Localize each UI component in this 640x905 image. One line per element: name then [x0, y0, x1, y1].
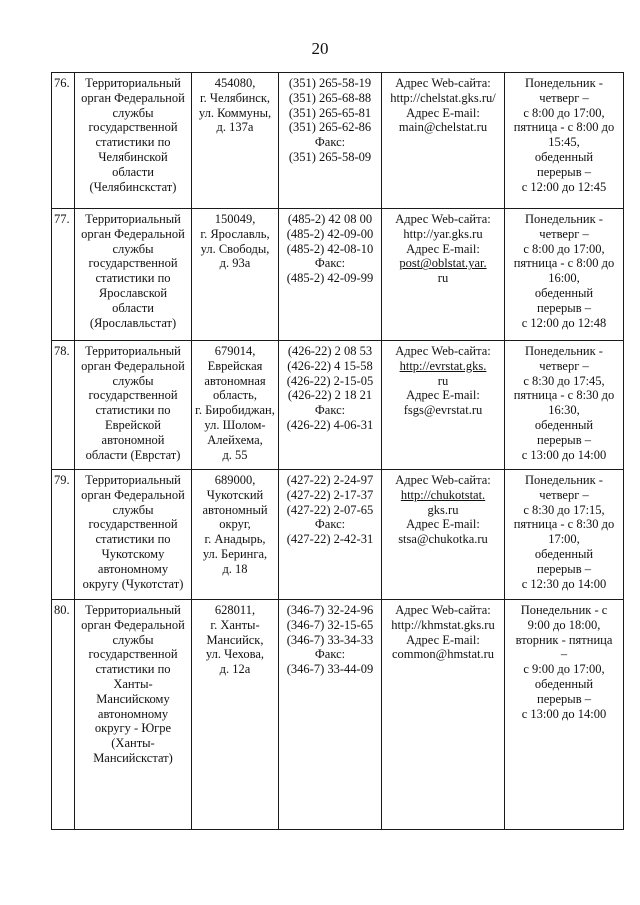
web-contacts-line: http://chelstat.gks.ru/: [390, 90, 496, 105]
web-contacts-line: fsgs@evrstat.ru: [403, 403, 483, 418]
working-hours-line: 17:00,: [548, 532, 580, 547]
org-name-line: государственной: [88, 256, 178, 271]
postal-address-line: автономный: [202, 502, 268, 517]
working-hours-line: обеденный: [534, 417, 594, 432]
web-contacts-line: Адрес E-mail:: [406, 632, 480, 647]
org-name-line: Чукотскому: [101, 546, 165, 561]
phone-numbers-line: (485-2) 42-08-10: [286, 241, 374, 256]
postal-address-cell: [192, 341, 279, 470]
phone-numbers-line: (426-22) 2-15-05: [286, 373, 374, 388]
postal-address-line: 679014,: [214, 344, 256, 358]
postal-address-line: д. 18: [222, 561, 248, 576]
postal-address-line: ул. Чехова,: [205, 647, 265, 662]
working-hours-line: Понедельник -: [525, 473, 603, 487]
working-hours-line: четверг –: [539, 90, 589, 105]
working-hours-line: обеденный: [534, 676, 594, 691]
working-hours-cell: [505, 209, 624, 341]
org-name-line: Мансийскому: [96, 691, 170, 706]
web-contacts-cell: [382, 341, 505, 470]
working-hours-line: пятница - с 8:30 до: [513, 388, 615, 403]
web-contacts-line: stsa@chukotka.ru: [398, 532, 488, 547]
phone-numbers-line: (427-22) 2-07-65: [286, 502, 374, 517]
org-name-line: автономному: [97, 561, 169, 576]
postal-address-line: г. Ханты-: [210, 617, 260, 632]
web-contacts-line: http://chukotstat.: [400, 487, 486, 502]
working-hours-line: –: [560, 647, 568, 662]
phone-numbers-line: (351) 265-68-88: [288, 90, 372, 105]
org-name-line: государственной: [88, 388, 178, 403]
working-hours-line: с 12:30 до 14:00: [521, 576, 607, 591]
postal-address-line: г. Ярославль,: [200, 226, 270, 241]
working-hours-line: пятница - с 8:00 до: [513, 120, 615, 135]
org-name-line: службы: [112, 632, 154, 647]
web-contacts-line: Адрес Web-сайта:: [395, 473, 491, 487]
org-name-line: государственной: [88, 647, 178, 662]
web-contacts-line: Адрес Web-сайта:: [395, 76, 491, 90]
phone-numbers-line: (351) 265-58-09: [288, 149, 372, 164]
table-row: [52, 209, 624, 341]
org-name-line: Еврейской: [105, 417, 161, 432]
postal-address-line: ул. Коммуны,: [198, 105, 272, 120]
web-contacts-line: Адрес E-mail:: [406, 241, 480, 256]
postal-address-line: г. Анадырь,: [204, 532, 266, 547]
working-hours-line: с 9:00 до 17:00,: [523, 662, 605, 677]
postal-address-line: 150049,: [214, 212, 256, 226]
postal-address-line: Чукотский: [206, 487, 264, 502]
org-name-cell: [75, 600, 192, 830]
org-name-line: Территориальный: [85, 76, 181, 90]
web-contacts-line: common@hmstat.ru: [391, 647, 495, 662]
org-name-line: округу (Чукотстат): [82, 576, 184, 591]
postal-address-line: 628011,: [214, 603, 256, 617]
org-name-line: статистики по: [95, 532, 171, 547]
phone-numbers-line: (426-22) 4 15-58: [287, 358, 373, 373]
postal-address-line: ул. Свободы,: [200, 241, 270, 256]
working-hours-line: пятница - с 8:30 до: [513, 517, 615, 532]
table-row: [52, 470, 624, 600]
phone-numbers-line: (485-2) 42-09-00: [286, 226, 374, 241]
phone-numbers-line: (351) 265-65-81: [288, 105, 372, 120]
postal-address-cell: [192, 470, 279, 600]
phone-numbers-cell: [279, 73, 382, 209]
org-name-line: службы: [112, 241, 154, 256]
postal-address-line: Алейхема,: [207, 432, 263, 447]
working-hours-line: Понедельник - с: [520, 603, 608, 617]
table-row: [52, 600, 624, 830]
working-hours-line: четверг –: [539, 358, 589, 373]
table-row: [52, 73, 624, 209]
phone-numbers-cell: [279, 470, 382, 600]
working-hours-line: с 12:00 до 12:45: [521, 179, 607, 194]
phone-numbers-cell: [279, 341, 382, 470]
org-name-line: округу - Югре: [94, 721, 172, 736]
phone-numbers-line: (346-7) 32-15-65: [286, 617, 374, 632]
org-name-line: службы: [112, 105, 154, 120]
working-hours-line: пятница - с 8:00 до: [513, 256, 615, 271]
web-contacts-line: Адрес E-mail:: [406, 105, 480, 120]
web-contacts-line: gks.ru: [427, 502, 459, 517]
org-name-line: области: [112, 164, 154, 179]
working-hours-line: обеденный: [534, 149, 594, 164]
working-hours-line: обеденный: [534, 285, 594, 300]
working-hours-line: обеденный: [534, 546, 594, 561]
org-name-line: статистики по: [95, 135, 171, 150]
org-name-line: статистики по: [95, 271, 171, 286]
org-name-line: Мансийскстат): [93, 750, 173, 765]
web-contacts-line: http://evrstat.gks.: [399, 358, 487, 373]
working-hours-line: перерыв –: [537, 164, 591, 179]
working-hours-line: с 8:00 до 17:00,: [523, 241, 605, 256]
web-contacts-line: http://khmstat.gks.ru: [391, 617, 495, 632]
working-hours-line: 15:45,: [548, 135, 580, 150]
row-number: 80.: [52, 600, 75, 830]
web-contacts-line: ru: [437, 373, 449, 388]
org-name-line: орган Федеральной: [81, 90, 185, 105]
org-name-line: статистики по: [95, 403, 171, 418]
postal-address-line: 689000,: [214, 473, 256, 487]
org-name-line: автономному: [97, 706, 169, 721]
org-name-line: орган Федеральной: [81, 617, 185, 632]
org-name-line: Территориальный: [85, 344, 181, 358]
working-hours-line: перерыв –: [537, 561, 591, 576]
phone-numbers-line: Факс:: [314, 403, 346, 418]
working-hours-line: Понедельник -: [525, 344, 603, 358]
postal-address-line: ул. Шолом-: [204, 417, 266, 432]
working-hours-line: вторник - пятница: [515, 632, 613, 647]
org-name-line: статистики по: [95, 662, 171, 677]
phone-numbers-line: (351) 265-62-86: [288, 120, 372, 135]
table-row: [52, 341, 624, 470]
phone-numbers-cell: [279, 600, 382, 830]
postal-address-cell: [192, 600, 279, 830]
phone-numbers-line: (426-22) 2 18 21: [287, 388, 373, 403]
web-contacts-line: http://yar.gks.ru: [403, 226, 483, 241]
org-name-line: орган Федеральной: [81, 226, 185, 241]
org-name-line: Территориальный: [85, 212, 181, 226]
phone-numbers-line: (427-22) 2-24-97: [286, 473, 374, 487]
row-number: 76.: [52, 73, 75, 209]
org-name-line: автономной: [101, 432, 165, 447]
phone-numbers-cell: [279, 209, 382, 341]
postal-address-line: область,: [213, 388, 257, 403]
postal-address-line: д. 137а: [216, 120, 254, 135]
working-hours-line: перерыв –: [537, 691, 591, 706]
phone-numbers-line: (346-7) 33-44-09: [286, 662, 374, 677]
working-hours-cell: [505, 470, 624, 600]
org-name-line: Челябинской: [98, 149, 168, 164]
web-contacts-cell: [382, 600, 505, 830]
org-name-cell: [75, 73, 192, 209]
postal-address-line: округ,: [219, 517, 251, 532]
org-name-line: Ханты-: [113, 676, 153, 691]
org-name-cell: [75, 470, 192, 600]
phone-numbers-line: Факс:: [314, 647, 346, 662]
working-hours-line: перерыв –: [537, 432, 591, 447]
phone-numbers-line: (427-22) 2-42-31: [286, 532, 374, 547]
working-hours-line: с 8:00 до 17:00,: [523, 105, 605, 120]
org-name-cell: [75, 209, 192, 341]
working-hours-line: 9:00 до 18:00,: [527, 617, 601, 632]
working-hours-line: с 8:30 до 17:45,: [523, 373, 605, 388]
row-number: 79.: [52, 470, 75, 600]
working-hours-line: с 8:30 до 17:15,: [523, 502, 605, 517]
web-contacts-cell: [382, 470, 505, 600]
phone-numbers-line: (351) 265-58-19: [288, 76, 372, 90]
postal-address-cell: [192, 73, 279, 209]
postal-address-line: автономная: [204, 373, 266, 388]
contacts-table: [51, 72, 624, 830]
postal-address-line: г. Биробиджан,: [195, 403, 275, 418]
org-name-line: (Ханты-: [111, 736, 155, 751]
org-name-cell: [75, 341, 192, 470]
org-name-line: области: [112, 300, 154, 315]
web-contacts-line: ru: [437, 271, 449, 286]
org-name-line: (Ярославльстат): [89, 315, 177, 330]
working-hours-line: 16:00,: [548, 271, 580, 286]
working-hours-cell: [505, 341, 624, 470]
working-hours-line: Понедельник -: [525, 212, 603, 226]
postal-address-line: д. 55: [222, 447, 248, 462]
web-contacts-line: Адрес E-mail:: [406, 517, 480, 532]
working-hours-line: четверг –: [539, 487, 589, 502]
working-hours-line: 16:30,: [548, 403, 580, 418]
phone-numbers-line: Факс:: [314, 256, 346, 271]
phone-numbers-line: (485-2) 42-09-99: [286, 271, 374, 286]
postal-address-line: д. 12а: [219, 662, 251, 677]
org-name-line: государственной: [88, 120, 178, 135]
phone-numbers-line: Факс:: [314, 517, 346, 532]
org-name-line: службы: [112, 502, 154, 517]
postal-address-line: Еврейская: [207, 358, 263, 373]
org-name-line: Территориальный: [85, 473, 181, 487]
row-number: 78.: [52, 341, 75, 470]
web-contacts-cell: [382, 209, 505, 341]
page-number: 20: [311, 39, 329, 58]
phone-numbers-line: (346-7) 32-24-96: [286, 603, 374, 617]
phone-numbers-line: Факс:: [314, 135, 346, 150]
working-hours-line: с 12:00 до 12:48: [521, 315, 607, 330]
phone-numbers-line: (485-2) 42 08 00: [287, 212, 373, 226]
org-name-line: области (Еврстат): [85, 447, 181, 462]
web-contacts-line: Адрес E-mail:: [406, 388, 480, 403]
phone-numbers-line: (426-22) 4-06-31: [286, 417, 374, 432]
phone-numbers-line: (346-7) 33-34-33: [286, 632, 374, 647]
postal-address-line: 454080,: [214, 76, 256, 90]
row-number: 77.: [52, 209, 75, 341]
postal-address-cell: [192, 209, 279, 341]
org-name-line: орган Федеральной: [81, 358, 185, 373]
working-hours-line: с 13:00 до 14:00: [521, 447, 607, 462]
working-hours-line: четверг –: [539, 226, 589, 241]
web-contacts-cell: [382, 73, 505, 209]
working-hours-line: с 13:00 до 14:00: [521, 706, 607, 721]
working-hours-cell: [505, 600, 624, 830]
org-name-line: службы: [112, 373, 154, 388]
org-name-line: (Челябинскстат): [89, 179, 177, 194]
postal-address-line: г. Челябинск,: [199, 90, 271, 105]
web-contacts-line: main@chelstat.ru: [398, 120, 488, 135]
org-name-line: Территориальный: [85, 603, 181, 617]
phone-numbers-line: (427-22) 2-17-37: [286, 487, 374, 502]
org-name-line: орган Федеральной: [81, 487, 185, 502]
org-name-line: Ярославской: [98, 285, 168, 300]
web-contacts-line: Адрес Web-сайта:: [395, 603, 491, 617]
web-contacts-line: Адрес Web-сайта:: [395, 212, 491, 226]
postal-address-line: д. 93а: [219, 256, 251, 271]
web-contacts-line: post@oblstat.yar.: [399, 256, 487, 271]
postal-address-line: ул. Беринга,: [202, 546, 268, 561]
phone-numbers-line: (426-22) 2 08 53: [287, 344, 373, 358]
working-hours-line: перерыв –: [537, 300, 591, 315]
postal-address-line: Мансийск,: [206, 632, 264, 647]
working-hours-cell: [505, 73, 624, 209]
org-name-line: государственной: [88, 517, 178, 532]
web-contacts-line: Адрес Web-сайта:: [395, 344, 491, 358]
working-hours-line: Понедельник -: [525, 76, 603, 90]
